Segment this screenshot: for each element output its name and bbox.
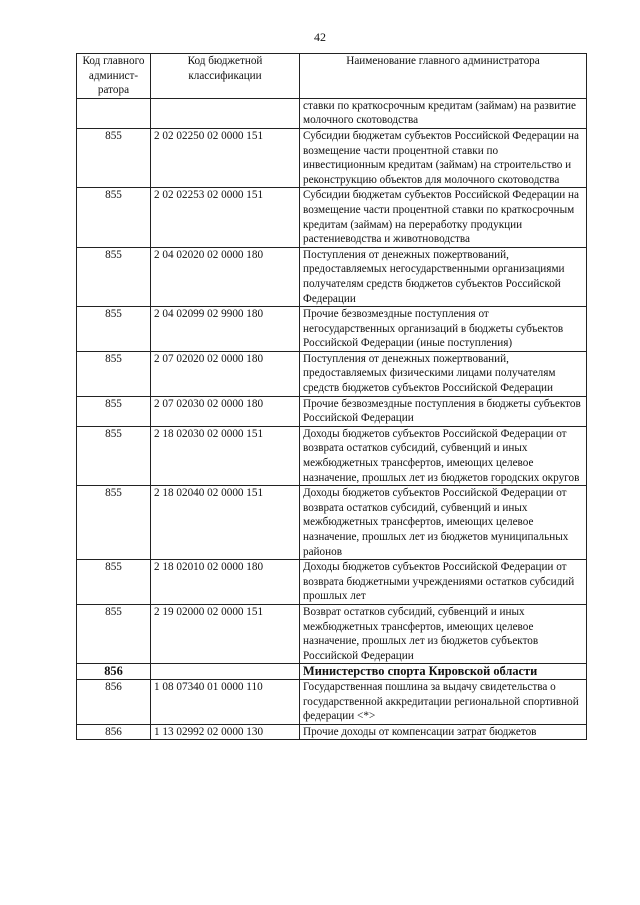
- budget-code-cell: 2 02 02253 02 0000 151: [151, 188, 300, 247]
- budget-code-cell: 2 18 02040 02 0000 151: [151, 486, 300, 560]
- budget-code-cell: 2 07 02030 02 0000 180: [151, 396, 300, 426]
- budget-code-cell: 1 08 07340 01 0000 110: [151, 679, 300, 724]
- admin-name-cell: Поступления от денежных пожертвований, предоставляемых негосударственными организациями получателям средств бюджетов субъектов Российской Федерации: [300, 247, 587, 306]
- table-row: [77, 426, 587, 485]
- admin-name-cell: Возврат остатков субсидий, субвенций и иных межбюджетных трансфертов, имеющих целевое назначение, прошлых лет из бюджетов субъектов Российской Федерации: [300, 604, 587, 663]
- admin-code-cell: 855: [77, 426, 151, 485]
- table-row: [77, 247, 587, 306]
- budget-code-cell: 2 18 02030 02 0000 151: [151, 426, 300, 485]
- admin-name-cell: Доходы бюджетов субъектов Российской Федерации от возврата остатков субсидий, субвенций и иных межбюджетных трансфертов, имеющих целевое назначение, прошлых лет из бюджетов муниципальных районов: [300, 486, 587, 560]
- table-row: [77, 351, 587, 396]
- admin-name-cell: Прочие доходы от компенсации затрат бюджетов: [300, 724, 587, 740]
- budget-code-cell: 2 19 02000 02 0000 151: [151, 604, 300, 663]
- admin-name-cell: Субсидии бюджетам субъектов Российской Федерации на возмещение части процентной ставки по краткосрочным кредитам (займам) на переработку продукции растениеводства и животноводства: [300, 188, 587, 247]
- budget-code-cell: 2 02 02250 02 0000 151: [151, 128, 300, 187]
- admin-code-cell: 855: [77, 351, 151, 396]
- admin-name-cell: Доходы бюджетов субъектов Российской Федерации от возврата остатков субсидий, субвенций и иных межбюджетных трансфертов, имеющих целевое назначение, прошлых лет из бюджетов городских округов: [300, 426, 587, 485]
- admin-code-cell: 855: [77, 560, 151, 605]
- admin-code-cell: 855: [77, 396, 151, 426]
- table-row: [77, 724, 587, 740]
- table-row: [77, 604, 587, 663]
- table-row: [77, 560, 587, 605]
- table-section-row: [77, 664, 587, 680]
- admin-code-cell: 856: [77, 679, 151, 724]
- admin-name-cell: Прочие безвозмездные поступления в бюджеты субъектов Российской Федерации: [300, 396, 587, 426]
- admin-name-cell: Доходы бюджетов субъектов Российской Федерации от возврата бюджетными учреждениями остатков субсидий прошлых лет: [300, 560, 587, 605]
- admin-code-cell: 855: [77, 188, 151, 247]
- table-row: [77, 396, 587, 426]
- budget-code-cell: 2 07 02020 02 0000 180: [151, 351, 300, 396]
- table-row: [77, 679, 587, 724]
- budget-code-cell: 2 04 02099 02 9900 180: [151, 307, 300, 352]
- table-row: [77, 128, 587, 187]
- table-row: [77, 98, 587, 128]
- header-budget-code: Код бюджетной классификации: [151, 54, 300, 99]
- admin-name-cell: Поступления от денежных пожертвований, предоставляемых физическими лицами получателям средств бюджетов субъектов Российской Федерации: [300, 351, 587, 396]
- budget-code-cell: 2 18 02010 02 0000 180: [151, 560, 300, 605]
- admin-code-cell: [77, 98, 151, 128]
- admin-code-cell: 856: [77, 724, 151, 740]
- admin-name-cell: Министерство спорта Кировской области: [300, 664, 587, 680]
- admin-name-cell: Субсидии бюджетам субъектов Российской Федерации на возмещение части процентной ставки по инвестиционным кредитам (займам) на строительство и реконструкцию объектов для молочного скотоводства: [300, 128, 587, 187]
- admin-code-cell: 855: [77, 307, 151, 352]
- admin-code-cell: 855: [77, 247, 151, 306]
- budget-code-cell: [151, 664, 300, 680]
- table-row: [77, 307, 587, 352]
- admin-code-cell: 856: [77, 664, 151, 680]
- admin-name-cell: Прочие безвозмездные поступления от негосударственных организаций в бюджеты субъектов Российской Федерации (иные поступления): [300, 307, 587, 352]
- administrators-table: [76, 53, 587, 740]
- admin-code-cell: 855: [77, 128, 151, 187]
- admin-name-cell: ставки по краткосрочным кредитам (займам) на развитие молочного скотоводства: [300, 98, 587, 128]
- table-header-row: [77, 54, 587, 99]
- page-number: 42: [314, 30, 326, 44]
- budget-code-cell: 1 13 02992 02 0000 130: [151, 724, 300, 740]
- admin-code-cell: 855: [77, 486, 151, 560]
- budget-code-cell: 2 04 02020 02 0000 180: [151, 247, 300, 306]
- table-row: [77, 188, 587, 247]
- admin-code-cell: 855: [77, 604, 151, 663]
- header-admin-name: Наименование главного администратора: [300, 54, 587, 99]
- table-row: [77, 486, 587, 560]
- budget-code-cell: [151, 98, 300, 128]
- admin-name-cell: Государственная пошлина за выдачу свидетельства о государственной аккредитации региональной спортивной федерации <*>: [300, 679, 587, 724]
- header-admin-code: Код главного админист-ратора: [77, 54, 151, 99]
